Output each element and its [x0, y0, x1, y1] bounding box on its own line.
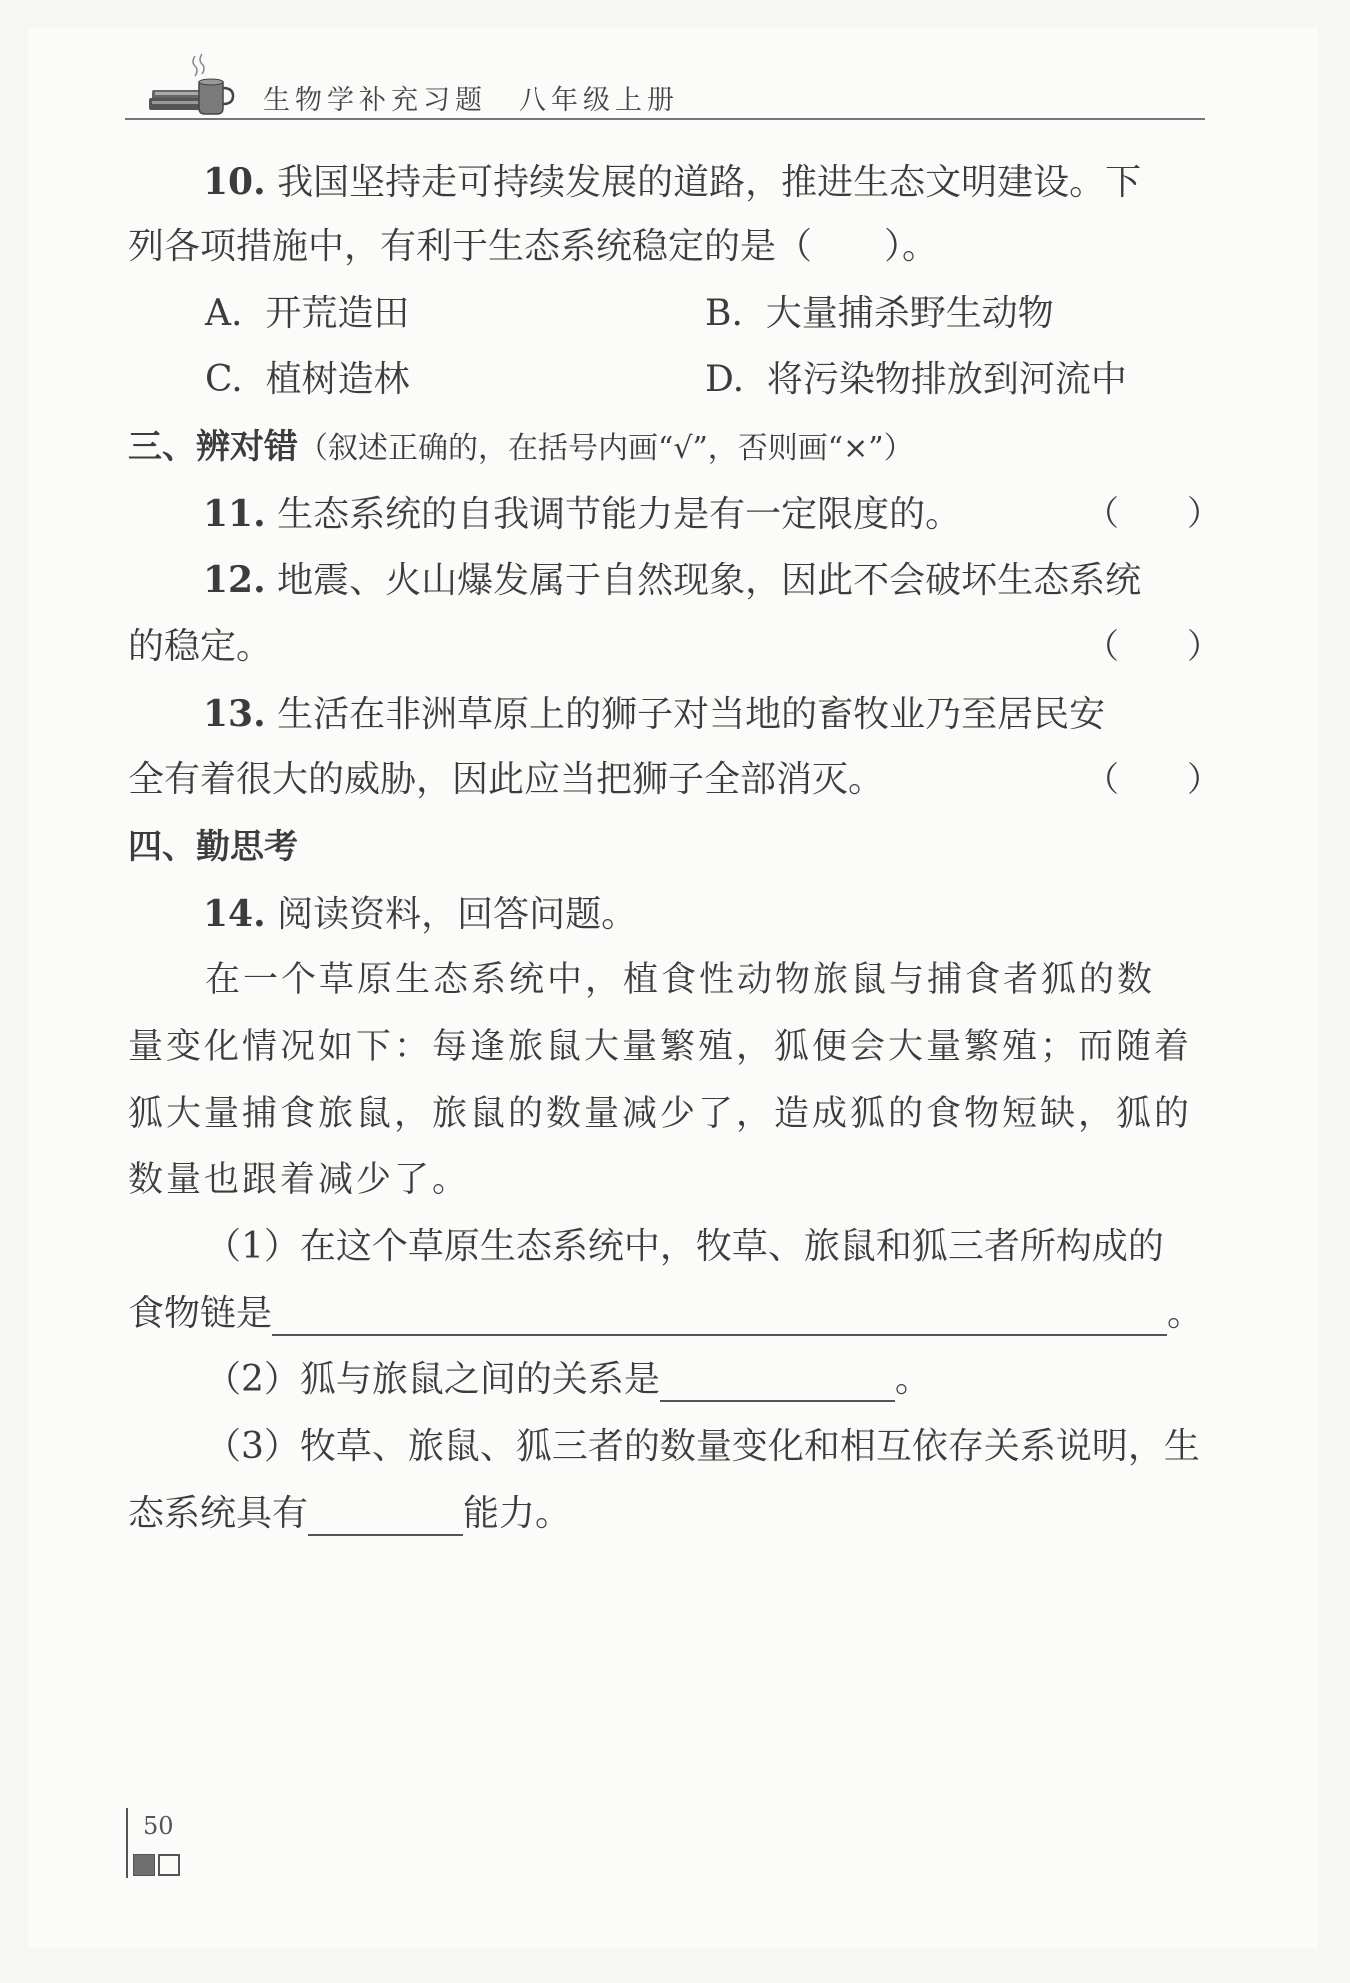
option-letter: B. — [705, 293, 743, 334]
q13-line1 — [203, 692, 1278, 737]
q14-sub2-line — [205, 1358, 1280, 1402]
q14-sub1-line2 — [128, 1292, 1203, 1336]
question-number: 12. — [203, 559, 266, 601]
q14-line — [203, 892, 1278, 937]
question-number: 13. — [203, 693, 266, 735]
q13-text-line2: 全有着很大的威胁，因此应当把狮子全部消灭。 — [128, 759, 885, 800]
filled-square-icon — [133, 1854, 155, 1876]
option-text: 开荒造田 — [265, 293, 410, 334]
q12-line1 — [203, 558, 1278, 603]
footer-divider — [126, 1808, 128, 1878]
passage-line: 在一个草原生态系统中，植食性动物旅鼠与捕食者狐的数 — [205, 960, 1156, 1000]
relationship-answer-blank[interactable] — [660, 1364, 895, 1402]
ability-answer-blank[interactable] — [308, 1498, 463, 1536]
q13-text-line1: 生活在非洲草原上的狮子对当地的畜牧业乃至居民安 — [277, 694, 1106, 735]
page-header — [125, 52, 1205, 124]
q12-text-line1: 地震、火山爆发属于自然现象，因此不会破坏生态系统 — [277, 560, 1142, 601]
sub1-suffix: 。 — [1167, 1293, 1204, 1334]
question-number: 10. — [203, 161, 266, 203]
q14-sub3-line2 — [128, 1492, 1203, 1536]
food-chain-answer-blank[interactable] — [272, 1298, 1167, 1336]
question-number: 14. — [203, 893, 266, 935]
sub3-suffix: 能力。 — [463, 1493, 572, 1534]
section4-heading — [128, 825, 1203, 869]
q13-answer-paren[interactable]: （ ） — [1085, 760, 1221, 800]
q10-text-line2: 列各项措施中，有利于生态系统稳定的是（ ）。 — [128, 226, 939, 267]
sub2-prefix: （2）狐与旅鼠之间的关系是 — [205, 1359, 660, 1400]
q10-option-d — [705, 358, 1205, 402]
q11-text: 生态系统的自我调节能力是有一定限度的。 — [277, 494, 962, 535]
option-text: 植树造林 — [265, 359, 410, 400]
q14-sub3-line1: （3）牧草、旅鼠、狐三者的数量变化和相互依存关系说明，生 — [205, 1426, 1200, 1467]
option-text: 大量捕杀野生动物 — [765, 293, 1054, 334]
question-number: 11. — [203, 493, 266, 535]
page-number: 50 — [143, 1812, 174, 1840]
section-note: （叙述正确的，在括号内画“√”，否则画“×”） — [298, 431, 914, 466]
sub1-prefix: 食物链是 — [128, 1293, 273, 1334]
option-text: 将污染物排放到河流中 — [766, 359, 1127, 400]
passage-line: 量变化情况如下：每逢旅鼠大量繁殖，狐便会大量繁殖；而随着 — [128, 1027, 1193, 1067]
q12-text-line2: 的稳定。 — [128, 626, 273, 667]
option-letter: D. — [705, 359, 745, 400]
sub2-suffix: 。 — [894, 1359, 931, 1400]
passage-line: 数量也跟着减少了。 — [128, 1160, 471, 1200]
sub3-prefix: 态系统具有 — [128, 1493, 309, 1534]
header-divider — [125, 118, 1205, 120]
empty-square-icon — [158, 1854, 180, 1876]
header-title: 生物学补充习题 八年级上册 — [263, 85, 679, 116]
q14-sub1-line1: （1）在这个草原生态系统中，牧草、旅鼠和狐三者所构成的 — [205, 1226, 1164, 1267]
section-title: 三、辨对错 — [128, 427, 298, 467]
section3-heading — [128, 425, 1203, 471]
books-and-cup-icon — [147, 52, 237, 118]
passage-line: 狐大量捕食旅鼠，旅鼠的数量减少了，造成狐的食物短缺，狐的 — [128, 1094, 1193, 1134]
option-letter: A. — [205, 293, 243, 334]
q10-line1 — [203, 160, 1278, 205]
q10-option-b — [705, 292, 1205, 336]
option-letter: C. — [205, 359, 243, 400]
q10-text-line1: 我国坚持走可持续发展的道路，推进生态文明建设。下 — [277, 162, 1142, 203]
section-title: 四、勤思考 — [128, 827, 298, 867]
q11-answer-paren[interactable]: （ ） — [1085, 494, 1221, 534]
q14-text: 阅读资料，回答问题。 — [277, 894, 638, 935]
q12-answer-paren[interactable]: （ ） — [1085, 627, 1221, 667]
